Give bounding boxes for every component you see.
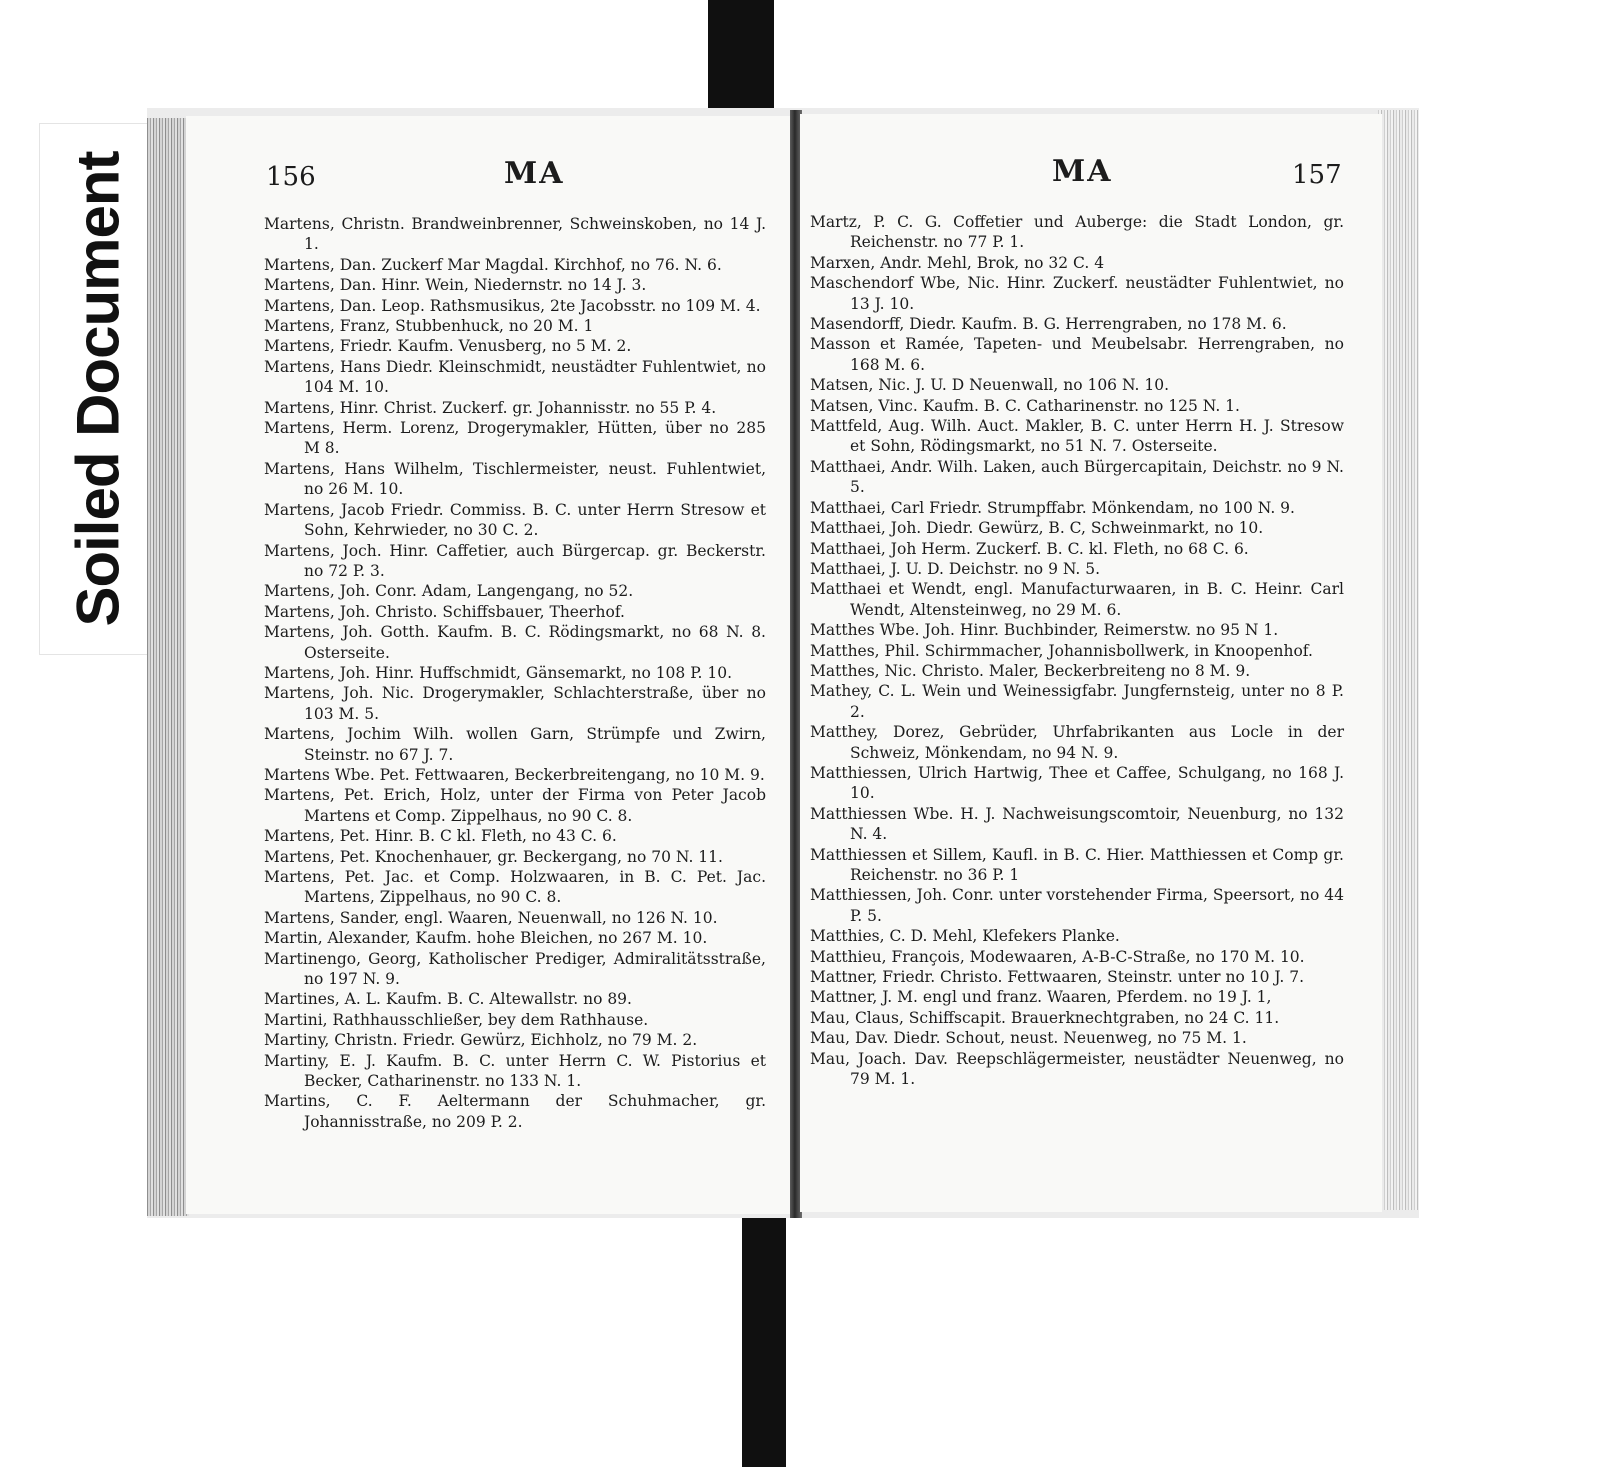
directory-entry: Masendorff, Diedr. Kaufm. B. G. Herrengraben, no 178 M. 6. bbox=[810, 315, 1287, 334]
directory-entry: Martens, Dan. Leop. Rathsmusikus, 2te Jacobsstr. no 109 M. 4. bbox=[264, 296, 761, 315]
directory-entry: Matthieu, François, Modewaaren, A-B-C-Straße, no 170 M. 10. bbox=[810, 947, 1305, 966]
directory-entry: Mau, Dav. Diedr. Schout, neust. Neuenweg, no 75 M. 1. bbox=[810, 1029, 1247, 1048]
directory-entry: Martens, Sander, engl. Waaren, Neuenwall, no 126 N. 10. bbox=[264, 908, 718, 927]
directory-entry: Mattner, J. M. engl und franz. Waaren, Pferdem. no 19 J. 1, bbox=[810, 988, 1272, 1007]
directory-entry: Mattfeld, Aug. Wilh. Auct. Makler, B. C. unter Herrn H. J. Stresow et Sohn, Rödingsmarkt, no 51 N. 7. Osterseite. bbox=[810, 417, 1344, 456]
directory-entry: Martens, Joh. Christo. Schiffsbauer, Theerhof. bbox=[264, 602, 625, 621]
directory-entry: Martinengo, Georg, Katholischer Prediger, Admiralitätsstraße, no 197 N. 9. bbox=[264, 949, 766, 989]
directory-entry: Martini, Rathhausschließer, bey dem Rathhause. bbox=[264, 1010, 649, 1029]
left-page bbox=[186, 116, 792, 1214]
directory-entry: Martens, Pet. Hinr. B. C kl. Fleth, no 43 C. 6. bbox=[264, 827, 617, 846]
directory-entry: Martens, Herm. Lorenz, Drogerymakler, Hütten, über no 285 M 8. bbox=[264, 419, 766, 458]
page-edges-left bbox=[147, 118, 189, 1216]
directory-entry: Mau, Claus, Schiffscapit. Brauerknechtgraben, no 24 C. 11. bbox=[810, 1008, 1280, 1027]
directory-entry: Martens, Joh. Gotth. Kaufm. B. C. Rödingsmarkt, no 68 N. 8. Osterseite. bbox=[264, 623, 766, 662]
directory-entry: Martens, Jochim Wilh. wollen Garn, Strümpfe und Zwirn, Steinstr. no 67 J. 7. bbox=[264, 725, 766, 764]
directory-entry: Matthiessen, Ulrich Hartwig, Thee et Caffee, Schulgang, no 168 J. 10. bbox=[810, 763, 1344, 803]
directory-entry: Maschendorf Wbe, Nic. Hinr. Zuckerf. neustädter Fuhlentwiet, no 13 J. 10. bbox=[810, 274, 1344, 313]
directory-entry: Martens, Joh. Conr. Adam, Langengang, no 52. bbox=[264, 582, 634, 601]
directory-entry: Martiny, Christn. Friedr. Gewürz, Eichholz, no 79 M. 2. bbox=[264, 1031, 698, 1050]
directory-entry: Martz, P. C. G. Coffetier und Auberge: die Stadt London, gr. Reichenstr. no 77 P. 1. bbox=[810, 213, 1344, 252]
directory-entry: Matthiessen, Joh. Conr. unter vorstehender Firma, Speersort, no 44 P. 5. bbox=[810, 886, 1344, 925]
right-page bbox=[800, 114, 1382, 1212]
directory-entry: Martins, C. F. Aeltermann der Schuhmacher, gr. Johannisstraße, no 209 P. 2. bbox=[264, 1092, 766, 1131]
directory-entry: Martin, Alexander, Kaufm. hohe Bleichen, no 267 M. 10. bbox=[264, 929, 708, 948]
directory-entry: Matthes Wbe. Joh. Hinr. Buchbinder, Reimerstw. no 95 N 1. bbox=[810, 621, 1279, 640]
directory-entry: Mau, Joach. Dav. Reepschlägermeister, neustädter Neuenweg, no 79 M. 1. bbox=[810, 1049, 1344, 1089]
directory-entry: Matthes, Phil. Schirmmacher, Johannisbollwerk, in Knoopenhof. bbox=[810, 641, 1313, 660]
right-running-head: MA bbox=[1052, 154, 1113, 189]
directory-entry: Matthaei et Wendt, engl. Manufacturwaaren, in B. C. Heinr. Carl Wendt, Altensteinweg, no 29 M. 6. bbox=[810, 580, 1344, 619]
directory-entry: Martens, Pet. Erich, Holz, unter der Firma von Peter Jacob Martens et Comp. Zippelhaus, no 90 C. 8. bbox=[264, 786, 766, 825]
directory-entry: Martens, Christn. Brandweinbrenner, Schweinskoben, no 14 J. 1. bbox=[264, 215, 766, 254]
bookmark-ribbon-bottom bbox=[742, 1200, 786, 1467]
directory-entry: Matthaei, Andr. Wilh. Laken, auch Bürgercapitain, Deichstr. no 9 N. 5. bbox=[810, 457, 1344, 497]
directory-entry: Martens, Joch. Hinr. Caffetier, auch Bürgercap. gr. Beckerstr. no 72 P. 3. bbox=[264, 541, 766, 580]
directory-entry: Matthes, Nic. Christo. Maler, Beckerbreiteng no 8 M. 9. bbox=[810, 661, 1251, 680]
directory-entry: Mathey, C. L. Wein und Weinessigfabr. Jungfernsteig, unter no 8 P. 2. bbox=[810, 682, 1344, 721]
directory-entry: Marxen, Andr. Mehl, Brok, no 32 C. 4 bbox=[810, 253, 1105, 272]
left-running-head: MA bbox=[504, 156, 565, 191]
directory-entry: Masson et Ramée, Tapeten- und Meubelsabr. Herrengraben, no 168 M. 6. bbox=[810, 335, 1344, 374]
bookmark-ribbon-top bbox=[708, 0, 774, 120]
directory-entry: Martiny, E. J. Kaufm. B. C. unter Herrn C. W. Pistorius et Becker, Catharinenstr. no 133 N. 1. bbox=[264, 1051, 766, 1091]
directory-entry: Matthiessen et Sillem, Kaufl. in B. C. Hier. Matthiessen et Comp gr. Reichenstr. no 36 P. 1 bbox=[810, 845, 1344, 884]
directory-entry: Martens, Franz, Stubbenhuck, no 20 M. 1 bbox=[264, 317, 594, 336]
directory-entry: Martens, Hans Diedr. Kleinschmidt, neustädter Fuhlentwiet, no 104 M. 10. bbox=[264, 357, 766, 397]
left-page-number: 156 bbox=[266, 162, 316, 192]
directory-entry: Martens, Hans Wilhelm, Tischlermeister, neust. Fuhlentwiet, no 26 M. 10. bbox=[264, 459, 766, 499]
directory-entry: Martens, Pet. Jac. et Comp. Holzwaaren, in B. C. Pet. Jac. Martens, Zippelhaus, no 90 C. 8. bbox=[264, 868, 766, 907]
directory-entry: Martines, A. L. Kaufm. B. C. Altewallstr. no 89. bbox=[264, 990, 632, 1009]
directory-entry: Matthey, Dorez, Gebrüder, Uhrfabrikanten aus Locle in der Schweiz, Mönkendam, no 94 N. 9. bbox=[810, 723, 1344, 762]
directory-entry: Martens Wbe. Pet. Fettwaaren, Beckerbreitengang, no 10 M. 9. bbox=[264, 765, 765, 784]
directory-entry: Martens, Jacob Friedr. Commiss. B. C. unter Herrn Stresow et Sohn, Kehrwieder, no 30 C. 2. bbox=[264, 500, 766, 540]
directory-entry: Matthies, C. D. Mehl, Klefekers Planke. bbox=[810, 927, 1120, 946]
directory-entry: Matthaei, Carl Friedr. Strumpffabr. Mönkendam, no 100 N. 9. bbox=[810, 498, 1295, 517]
directory-entry: Matthaei, Joh Herm. Zuckerf. B. C. kl. Fleth, no 68 C. 6. bbox=[810, 539, 1249, 558]
directory-entry: Martens, Joh. Nic. Drogerymakler, Schlachterstraße, über no 103 M. 5. bbox=[264, 684, 766, 723]
left-entry-list bbox=[264, 214, 766, 1132]
page-edges-right bbox=[1378, 110, 1418, 1210]
right-page-number: 157 bbox=[1292, 160, 1342, 190]
directory-entry: Mattner, Friedr. Christo. Fettwaaren, Steinstr. unter no 10 J. 7. bbox=[810, 968, 1305, 987]
soiled-document-text: Soiled Document bbox=[64, 151, 132, 627]
soiled-document-label bbox=[40, 124, 156, 654]
directory-entry: Martens, Pet. Knochenhauer, gr. Beckergang, no 70 N. 11. bbox=[264, 847, 723, 866]
right-entry-list bbox=[810, 212, 1344, 1089]
directory-entry: Martens, Joh. Hinr. Huffschmidt, Gänsemarkt, no 108 P. 10. bbox=[264, 663, 733, 682]
directory-entry: Matsen, Nic. J. U. D Neuenwall, no 106 N. 10. bbox=[810, 376, 1170, 395]
directory-entry: Martens, Dan. Zuckerf Mar Magdal. Kirchhof, no 76. N. 6. bbox=[264, 255, 722, 274]
directory-entry: Martens, Friedr. Kaufm. Venusberg, no 5 M. 2. bbox=[264, 337, 632, 356]
directory-entry: Matthiessen Wbe. H. J. Nachweisungscomtoir, Neuenburg, no 132 N. 4. bbox=[810, 804, 1344, 844]
directory-entry: Matthaei, Joh. Diedr. Gewürz, B. C, Schweinmarkt, no 10. bbox=[810, 519, 1264, 538]
directory-entry: Matsen, Vinc. Kaufm. B. C. Catharinenstr. no 125 N. 1. bbox=[810, 396, 1240, 415]
directory-entry: Martens, Hinr. Christ. Zuckerf. gr. Johannisstr. no 55 P. 4. bbox=[264, 398, 717, 417]
directory-entry: Matthaei, J. U. D. Deichstr. no 9 N. 5. bbox=[810, 559, 1101, 578]
directory-entry: Martens, Dan. Hinr. Wein, Niedernstr. no 14 J. 3. bbox=[264, 276, 647, 295]
